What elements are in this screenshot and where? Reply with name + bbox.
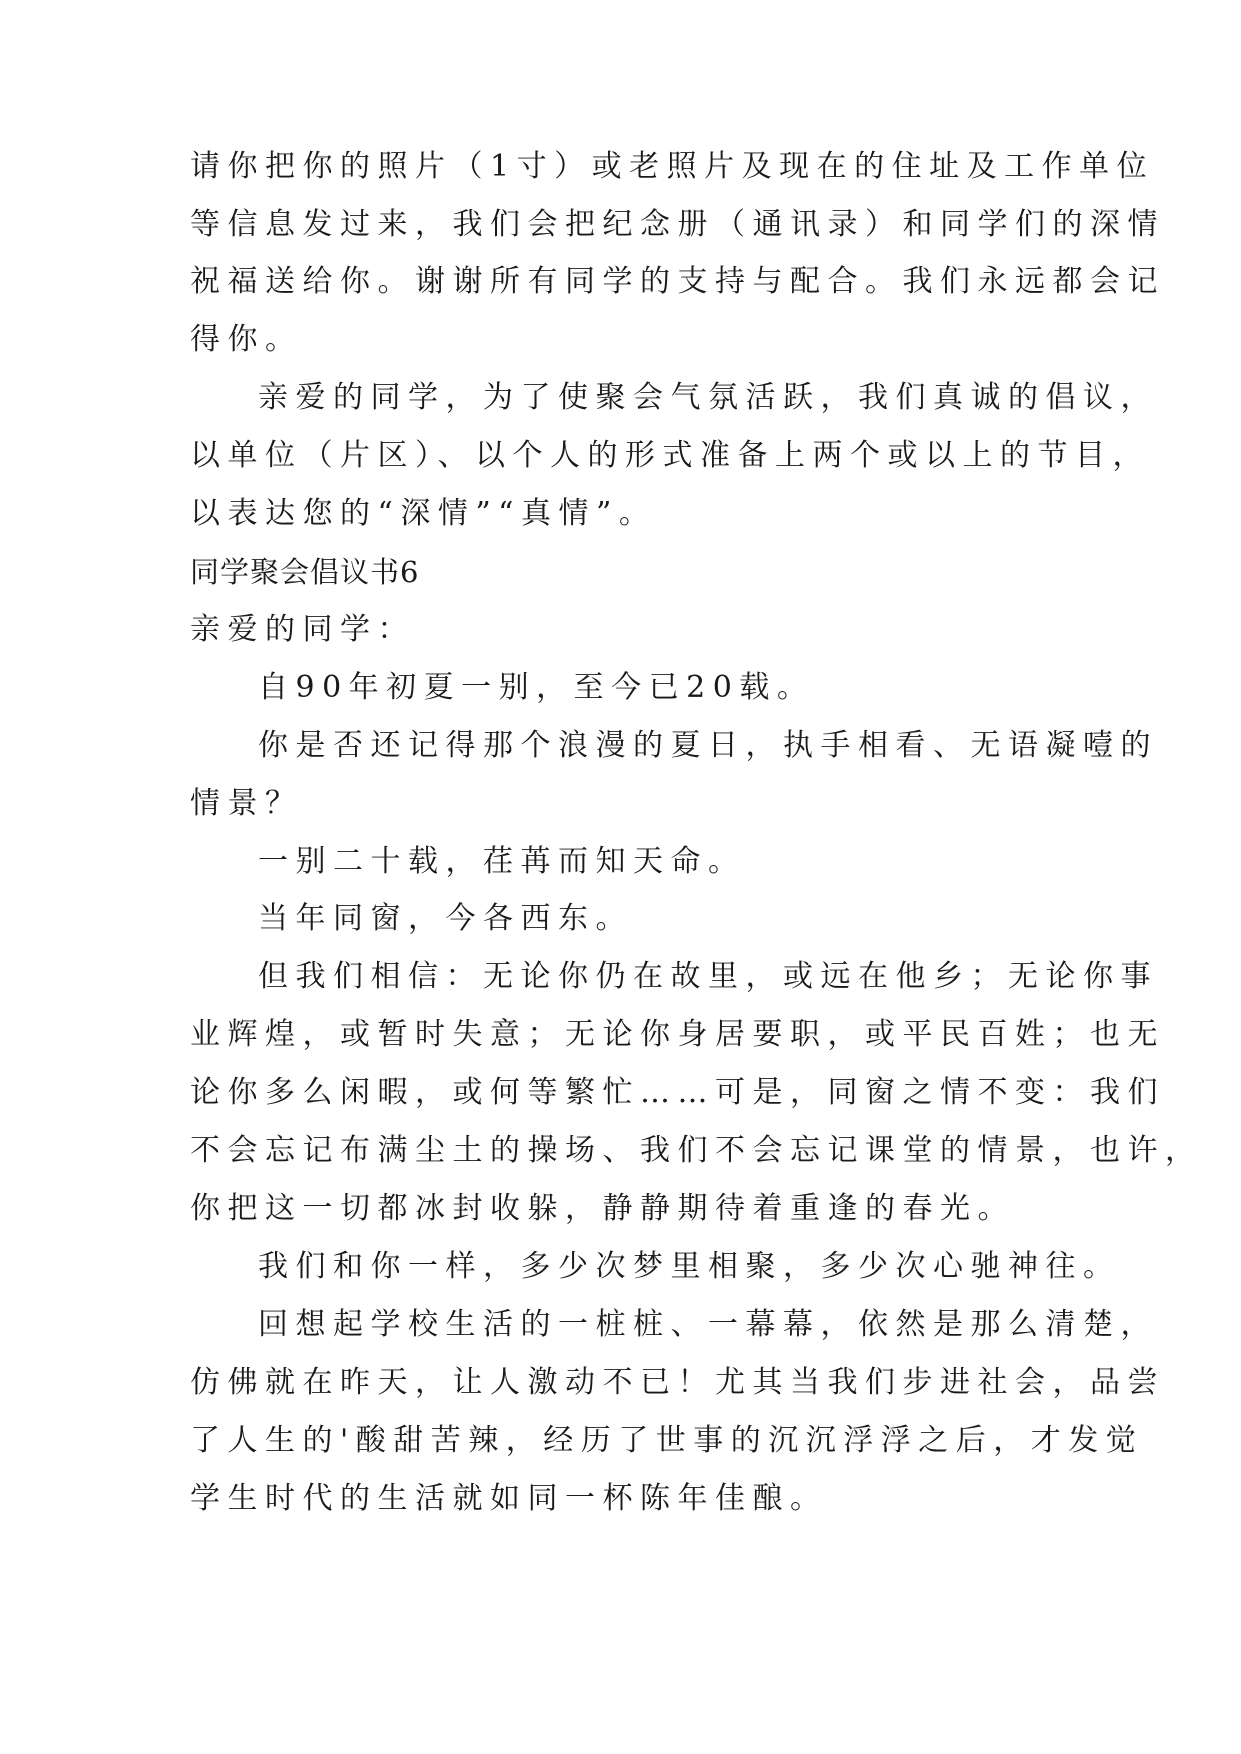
paragraph-line: 业辉煌，或暂时失意；无论你身居要职，或平民百姓；也无 xyxy=(190,1017,1165,1052)
paragraph-line: 但我们相信：无论你仍在故里，或远在他乡；无论你事 xyxy=(258,959,1158,994)
paragraph-line: 当年同窗，今各西东。 xyxy=(258,901,633,936)
paragraph-line: 你是否还记得那个浪漫的夏日，执手相看、无语凝噎的 xyxy=(258,728,1158,763)
salutation: 亲爱的同学： xyxy=(190,612,415,647)
section-title: 同学聚会倡议书6 xyxy=(190,555,420,589)
paragraph-line: 以表达您的“深情”“真情”。 xyxy=(190,496,657,531)
paragraph-line: 论你多么闲暇，或何等繁忙……可是，同窗之情不变：我们 xyxy=(190,1075,1165,1110)
paragraph-line: 自90年初夏一别，至今已20载。 xyxy=(258,670,815,705)
paragraph-line: 以单位（片区）、以个人的形式准备上两个或以上的节目， xyxy=(190,438,1150,473)
paragraph-line: 等信息发过来，我们会把纪念册（通讯录）和同学们的深情 xyxy=(190,207,1165,242)
paragraph-line: 你把这一切都冰封收躲，静静期待着重逢的春光。 xyxy=(190,1191,1015,1226)
paragraph-line: 我们和你一样，多少次梦里相聚，多少次心驰神往。 xyxy=(258,1249,1121,1284)
paragraph-line: 了人生的'酸甜苦辣，经历了世事的沉沉浮浮之后，才发觉 xyxy=(190,1423,1144,1458)
paragraph-line: 祝福送给你。谢谢所有同学的支持与配合。我们永远都会记 xyxy=(190,264,1165,299)
paragraph-line: 回想起学校生活的一桩桩、一幕幕，依然是那么清楚， xyxy=(258,1307,1158,1342)
paragraph-line: 得你。 xyxy=(190,322,303,357)
paragraph-line: 不会忘记布满尘土的操场、我们不会忘记课堂的情景，也许， xyxy=(190,1133,1203,1168)
paragraph-line: 亲爱的同学，为了使聚会气氛活跃，我们真诚的倡议， xyxy=(258,380,1158,415)
paragraph-line: 一别二十载，荏苒而知天命。 xyxy=(258,844,746,879)
paragraph-line: 学生时代的生活就如同一杯陈年佳酿。 xyxy=(190,1481,828,1516)
paragraph-line: 仿佛就在昨天，让人激动不已！尤其当我们步进社会，品尝 xyxy=(190,1365,1165,1400)
paragraph-line: 请你把你的照片（1寸）或老照片及现在的住址及工作单位 xyxy=(190,149,1155,184)
paragraph-line: 情景？ xyxy=(190,786,303,821)
